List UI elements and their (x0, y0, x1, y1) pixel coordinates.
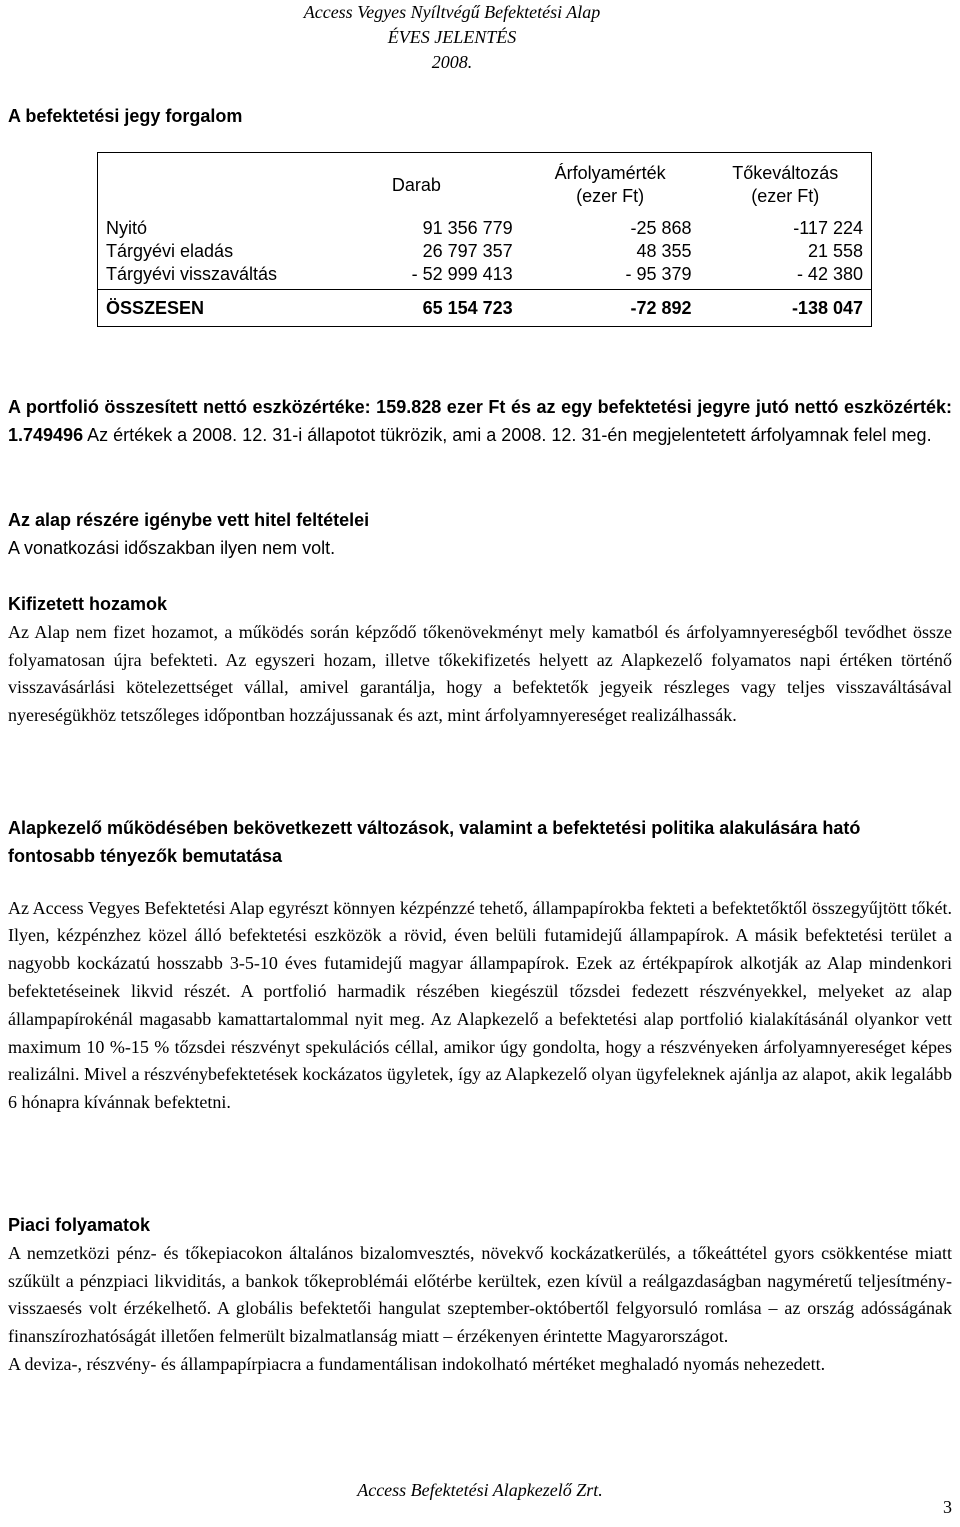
portfolio-paragraph (8, 394, 952, 450)
market-title: Piaci folyamatok (8, 1215, 151, 1235)
row-tokevaltozas: -117 224 (793, 218, 863, 238)
row-darab: - 52 999 413 (411, 264, 513, 284)
yield-title: Kifizetett hozamok (8, 594, 168, 614)
row-darab: 91 356 779 (422, 218, 513, 238)
table-header-row (98, 153, 872, 218)
row-darab: 26 797 357 (422, 241, 513, 261)
credit-text: A vonatkozási időszakban ilyen nem volt. (8, 537, 336, 558)
total-tokevaltozas: -138 047 (700, 290, 872, 327)
fund-unit-turnover-table (97, 152, 872, 327)
section-title: A befektetési jegy forgalom (8, 106, 243, 126)
portfolio-net-asset-value: A portfolió összesített nettó eszközértéke: 159.828 ezer Ft és az egy befektetési jegyre jutó nettó eszközérték: 1.749496 (8, 397, 952, 445)
page-header (242, 0, 662, 75)
total-label: ÖSSZESEN (98, 290, 313, 327)
header-report-title: ÉVES JELENTÉS (387, 27, 517, 47)
market-text-2: A deviza-, részvény- és állampapírpiacra a fundamentálisan indokolható mértéket meghaladó nyomás nehezedett. (8, 1353, 826, 1374)
footer-company: Access Befektetési Alapkezelő Zrt. (357, 1480, 603, 1500)
credit-title: Az alap részére igénybe vett hitel feltételei (8, 510, 370, 530)
row-arfolyamertek: -25 868 (630, 218, 692, 238)
table-row (98, 263, 872, 286)
page-number: 3 (943, 1497, 952, 1517)
header-fund-name: Access Vegyes Nyíltvégű Befektetési Alap (303, 2, 601, 22)
header-arfolyamertek: Árfolyamérték (ezer Ft) (554, 163, 666, 206)
header-tokevaltozas: Tőkeváltozás (ezer Ft) (732, 163, 839, 206)
row-label: Tárgyévi visszaváltás (106, 264, 278, 284)
total-arfolyamertek: -72 892 (521, 290, 700, 327)
row-label: Nyitó (106, 218, 148, 238)
market-text-1: A nemzetközi pénz- és tőkepiacokon általános bizalomvesztés, növekvő kockázatkerülés, a tőkeáttétel gyors csökkentése miatt szűkült a pénzpiaci likviditás, a bankok tőkeproblémái előtérbe kerültek, ezen kívül a reálgazdaságban nagyméretű teljesítmény-visszaesés volt érzékelhető. A globális befektetői hangulat szeptember-októbertől felgyorsuló romlása – az ország adósságának finanszírozhatóságát illetően felmerült bizalmatlanság miatt – érzékenyen érintette Magyarországot. (8, 1242, 952, 1347)
total-darab: 65 154 723 (312, 290, 521, 327)
header-darab: Darab (391, 174, 441, 195)
table-row (98, 217, 872, 240)
credit-section (8, 507, 952, 563)
row-label: Tárgyévi eladás (106, 241, 234, 261)
changes-title: Alapkezelő működésében bekövetkezett változások, valamint a befektetési politika alakulására ható fontosabb tényezők bemutatása (8, 818, 861, 866)
changes-section (8, 815, 952, 1117)
yield-text: Az Alap nem fizet hozamot, a működés során képződő tőkenövekményt mely kamatból és árfolyamnyereségből tevődhet össze folyamatosan újra befekteti. Az egyszeri hozam, illetve tőkekifizetés helyett az Alapkezelő folyamatos napi értéken történő visszavásárlási kötelezettséget vállal, amivel garantálja, hogy a befektetők jegyeik részleges vagy teljes visszaváltásával nyereségükhöz tetszőleges időpontban hozzájussanak és azt, mint árfolyamnyereséget realizálhassák. (8, 621, 952, 726)
changes-text: Az Access Vegyes Befektetési Alap egyrészt könnyen kézpénzzé tehető, állampapírokba fekteti a befektetőktől összegyűjtött tőkét. Ilyen, kézpénzhez közel álló befektetési eszközök a rövid, éven belüli futamidejű állampapírok. A másik befektetési terület a nagyobb kockázatú hosszabb 3-5-10 éves futamidejű magyar állampapírok. Ezek az értékpapírok alkotják az Alap mindenkori befektetéseinek likvid részét. A portfolió harmadik részében kiegészül tőzsdei fedezett részvényekkel, melyeket az alap állampapírokénál magasabb kamattartalommal nyit meg. Az Alapkezelő a befektetési alap portfolió kialakításánál olyankor vett maximum 10 %-15 % tőzsdei részvényt spekulációs céllal, amikor úgy gondolta, hogy a részvényeken árfolyamnyereséget képes realizálni. Mivel a részvénybefektetések kockázatos ügyletek, így az Alapkezelő olyan ügyfeleknek ajánlja az alapot, akik legalább 6 hónapra kívánnak befektetni. (8, 897, 952, 1113)
portfolio-note: Az értékek a 2008. 12. 31-i állapotot tükrözik, ami a 2008. 12. 31-én megjelentetett árfolyamnak felel meg. (83, 424, 932, 445)
row-tokevaltozas: 21 558 (807, 241, 863, 261)
table-total-row (98, 290, 872, 327)
row-tokevaltozas: - 42 380 (796, 264, 863, 284)
row-arfolyamertek: 48 355 (636, 241, 692, 261)
table-row (98, 240, 872, 263)
row-arfolyamertek: - 95 379 (625, 264, 692, 284)
market-section (8, 1212, 952, 1379)
yield-section (8, 591, 952, 730)
header-year: 2008. (431, 52, 473, 72)
